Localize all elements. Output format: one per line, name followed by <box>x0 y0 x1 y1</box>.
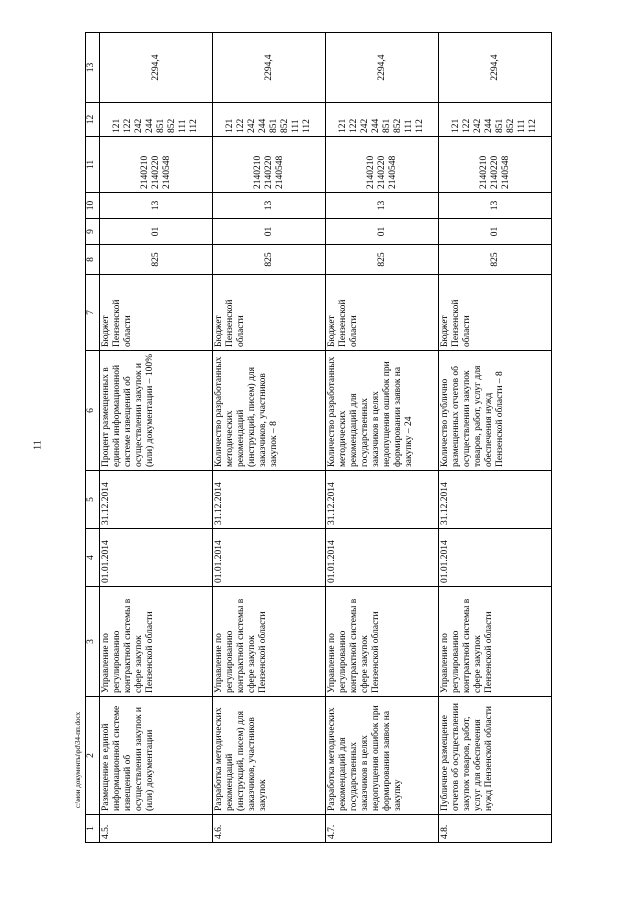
code-csr: 2140210 2140220 2140548 <box>326 137 439 193</box>
code-vr: 121 122 242 244 851 852 111 112 <box>326 103 439 137</box>
code-csr: 2140210 2140220 2140548 <box>439 137 552 193</box>
code-vr: 121 122 242 244 851 852 111 112 <box>213 103 326 137</box>
end-date: 31.12.2014 <box>439 471 552 529</box>
indicator: Количество публично размещенных отчетов об осуществлении закупок товаров, работ, услуг для обеспечения нужд Пензенской области – 8 <box>439 351 552 471</box>
activity-name: Разработка методических рекомендаций (инструкций, писем) для заказчиков, участников закупок <box>213 697 326 815</box>
code-rz: 01 <box>100 219 213 245</box>
amount: 2294,4 <box>213 33 326 103</box>
code-csr: 2140210 2140220 2140548 <box>100 137 213 193</box>
code-grbs: 825 <box>100 245 213 275</box>
activity-name: Размещение в единой информационной системе извещений об осуществлении закупок и (или) документации <box>100 697 213 815</box>
code-vr: 121 122 242 244 851 852 111 112 <box>439 103 552 137</box>
code-pr: 13 <box>100 193 213 219</box>
code-rz: 01 <box>439 219 552 245</box>
indicator: Процент размещенных в единой информационной системе извещений об осуществлении закупок и (или) документации – 100% <box>100 351 213 471</box>
code-rz: 01 <box>326 219 439 245</box>
col-header: 9 <box>86 219 100 245</box>
col-header: 10 <box>86 193 100 219</box>
row-number: 4.5. <box>100 815 213 843</box>
col-header: 2 <box>86 697 100 815</box>
rotated-sheet <box>85 33 595 843</box>
amount: 2294,4 <box>439 33 552 103</box>
executor: Управление по регулированию контрактной системы в сфере закупок Пензенской области <box>326 587 439 697</box>
col-header: 13 <box>86 33 100 103</box>
end-date: 31.12.2014 <box>326 471 439 529</box>
col-header: 7 <box>86 275 100 351</box>
amount: 2294,4 <box>100 33 213 103</box>
code-grbs: 825 <box>326 245 439 275</box>
funding-source: Бюджет Пензенской области <box>326 275 439 351</box>
amount: 2294,4 <box>326 33 439 103</box>
activity-name: Публичное размещение отчетов об осуществлении закупок товаров, работ, услуг для обеспечения нужд Пензенской области <box>439 697 552 815</box>
row-number: 4.6. <box>213 815 326 843</box>
start-date: 01.01.2014 <box>213 529 326 587</box>
col-header: 5 <box>86 471 100 529</box>
table-wrapper <box>85 33 595 843</box>
footer-file-path: c:\мои документы\pd\34-пп.docx <box>74 711 82 809</box>
funding-source: Бюджет Пензенской области <box>213 275 326 351</box>
start-date: 01.01.2014 <box>100 529 213 587</box>
col-header: 1 <box>86 815 100 843</box>
table-row <box>326 33 439 843</box>
col-header: 8 <box>86 245 100 275</box>
code-grbs: 825 <box>213 245 326 275</box>
code-grbs: 825 <box>439 245 552 275</box>
code-csr: 2140210 2140220 2140548 <box>213 137 326 193</box>
row-number: 4.7. <box>326 815 439 843</box>
start-date: 01.01.2014 <box>326 529 439 587</box>
executor: Управление по регулированию контрактной системы в сфере закупок Пензенской области <box>213 587 326 697</box>
col-header: 11 <box>86 137 100 193</box>
end-date: 31.12.2014 <box>100 471 213 529</box>
table-row <box>439 33 552 843</box>
indicator: Количество разработанных методических рекомендаций (инструкций, писем) для заказчиков, участников закупок – 8 <box>213 351 326 471</box>
row-number: 4.8. <box>439 815 552 843</box>
code-rz: 01 <box>213 219 326 245</box>
col-header: 3 <box>86 587 100 697</box>
code-pr: 13 <box>326 193 439 219</box>
table-row <box>100 33 213 843</box>
table-row <box>213 33 326 843</box>
col-header: 12 <box>86 103 100 137</box>
funding-source: Бюджет Пензенской области <box>439 275 552 351</box>
indicator: Количество разработанных методических рекомендаций для государственных заказчиков в целях недопущения ошибок при формировании заявок на закупку – 24 <box>326 351 439 471</box>
page-number: 11 <box>32 440 44 450</box>
program-table <box>85 32 552 843</box>
code-pr: 13 <box>439 193 552 219</box>
col-header: 6 <box>86 351 100 471</box>
funding-source: Бюджет Пензенской области <box>100 275 213 351</box>
col-header: 4 <box>86 529 100 587</box>
executor: Управление по регулированию контрактной системы в сфере закупок Пензенской области <box>100 587 213 697</box>
code-pr: 13 <box>213 193 326 219</box>
activity-name: Разработка методических рекомендаций для государственных заказчиков в целях недопущения ошибок при формировании заявок на закупку <box>326 697 439 815</box>
header-row <box>86 33 100 843</box>
code-vr: 121 122 242 244 851 852 111 112 <box>100 103 213 137</box>
executor: Управление по регулированию контрактной системы в сфере закупок Пензенской области <box>439 587 552 697</box>
start-date: 01.01.2014 <box>439 529 552 587</box>
end-date: 31.12.2014 <box>213 471 326 529</box>
